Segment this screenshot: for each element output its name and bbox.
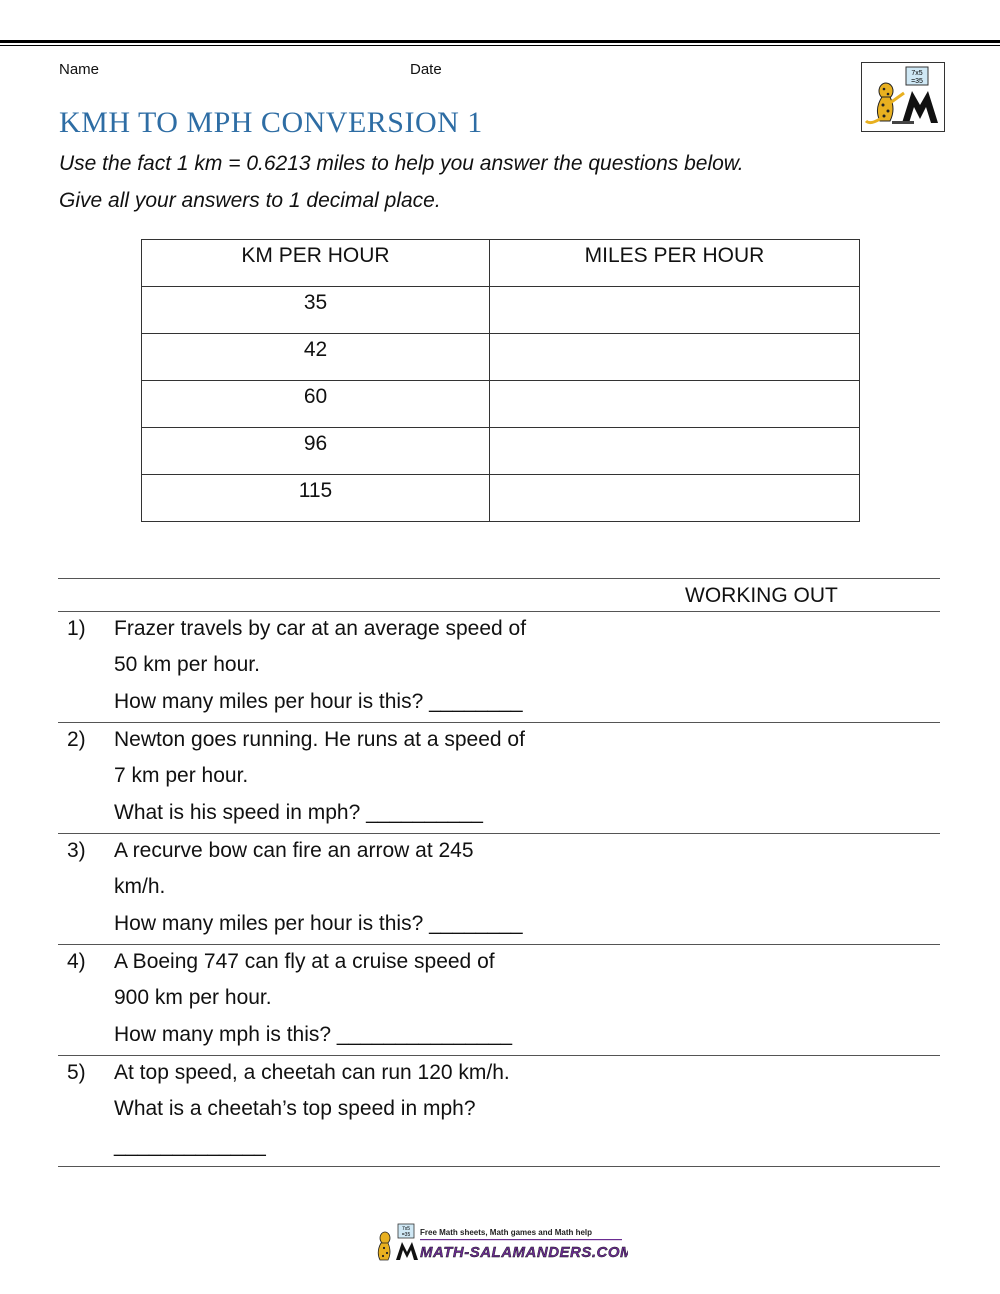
question-divider [58, 833, 940, 834]
question-line: A Boeing 747 can fly at a cruise speed of [114, 950, 495, 973]
mph-answer-cell[interactable] [490, 428, 860, 475]
top-rule-thick [0, 40, 1000, 43]
question-divider [58, 1055, 940, 1056]
footer-badge-line2: =35 [401, 1232, 411, 1238]
question-answer-line[interactable]: How many miles per hour is this? ________ [114, 912, 523, 935]
question-answer-line[interactable]: _____________ [114, 1134, 266, 1157]
name-label: Name [59, 61, 100, 78]
section-rule [58, 578, 940, 579]
column-header-kmh: KM PER HOUR [142, 240, 490, 287]
question-divider [58, 722, 940, 723]
question-number: 2) [67, 728, 86, 751]
table-row [142, 475, 860, 522]
question-answer-line[interactable]: What is his speed in mph? __________ [114, 801, 483, 824]
kmh-cell: 60 [142, 381, 490, 428]
table-row [142, 428, 860, 475]
mph-answer-cell[interactable] [490, 381, 860, 428]
footer-logo[interactable] [372, 1222, 628, 1264]
question-number: 1) [67, 617, 86, 640]
footer-badge-line1: 7x5 [401, 1226, 411, 1232]
column-header-mph: MILES PER HOUR [490, 240, 860, 287]
question-line: 50 km per hour. [114, 653, 260, 676]
salamander-teacher-icon [862, 63, 944, 131]
date-label: Date [410, 61, 442, 78]
question-line: 7 km per hour. [114, 764, 249, 787]
mph-answer-cell[interactable] [490, 334, 860, 381]
question-number: 4) [67, 950, 86, 973]
instruction-line-1: Use the fact 1 km = 0.6213 miles to help you answer the questions below. [59, 152, 744, 175]
question-line: km/h. [114, 875, 166, 898]
kmh-cell: 35 [142, 287, 490, 334]
footer-tagline: Free Math sheets, Math games and Math help [420, 1228, 593, 1237]
mph-answer-cell[interactable] [490, 287, 860, 334]
table-row [142, 334, 860, 381]
table-row [142, 381, 860, 428]
footer-salamander-icon [372, 1222, 628, 1264]
question-line: Frazer travels by car at an average speed of [114, 617, 527, 640]
logo-badge-line1: 7x5 [911, 70, 923, 77]
instruction-line-2: Give all your answers to 1 decimal place. [59, 189, 441, 212]
working-out-heading: WORKING OUT [685, 584, 838, 607]
logo-badge-line2: =35 [911, 78, 923, 85]
question-number: 5) [67, 1061, 86, 1084]
question-divider [58, 1166, 940, 1167]
question-divider [58, 944, 940, 945]
conversion-table [141, 239, 860, 522]
question-divider [58, 611, 940, 612]
footer-site-name: MATH-SALAMANDERS.COM [420, 1244, 628, 1261]
mph-answer-cell[interactable] [490, 475, 860, 522]
question-answer-line[interactable]: How many miles per hour is this? ________ [114, 690, 523, 713]
worksheet-title: KMH TO MPH CONVERSION 1 [59, 106, 483, 139]
kmh-cell: 115 [142, 475, 490, 522]
salamander-logo [861, 62, 945, 132]
question-line: What is a cheetah’s top speed in mph? [114, 1097, 476, 1120]
question-line: 900 km per hour. [114, 986, 272, 1009]
top-rule-thin [0, 45, 1000, 46]
kmh-cell: 96 [142, 428, 490, 475]
question-line: A recurve bow can fire an arrow at 245 [114, 839, 474, 862]
question-line: At top speed, a cheetah can run 120 km/h. [114, 1061, 510, 1084]
table-header-row [142, 240, 860, 287]
table-row [142, 287, 860, 334]
question-line: Newton goes running. He runs at a speed of [114, 728, 525, 751]
kmh-cell: 42 [142, 334, 490, 381]
question-number: 3) [67, 839, 86, 862]
question-answer-line[interactable]: How many mph is this? _______________ [114, 1023, 513, 1046]
